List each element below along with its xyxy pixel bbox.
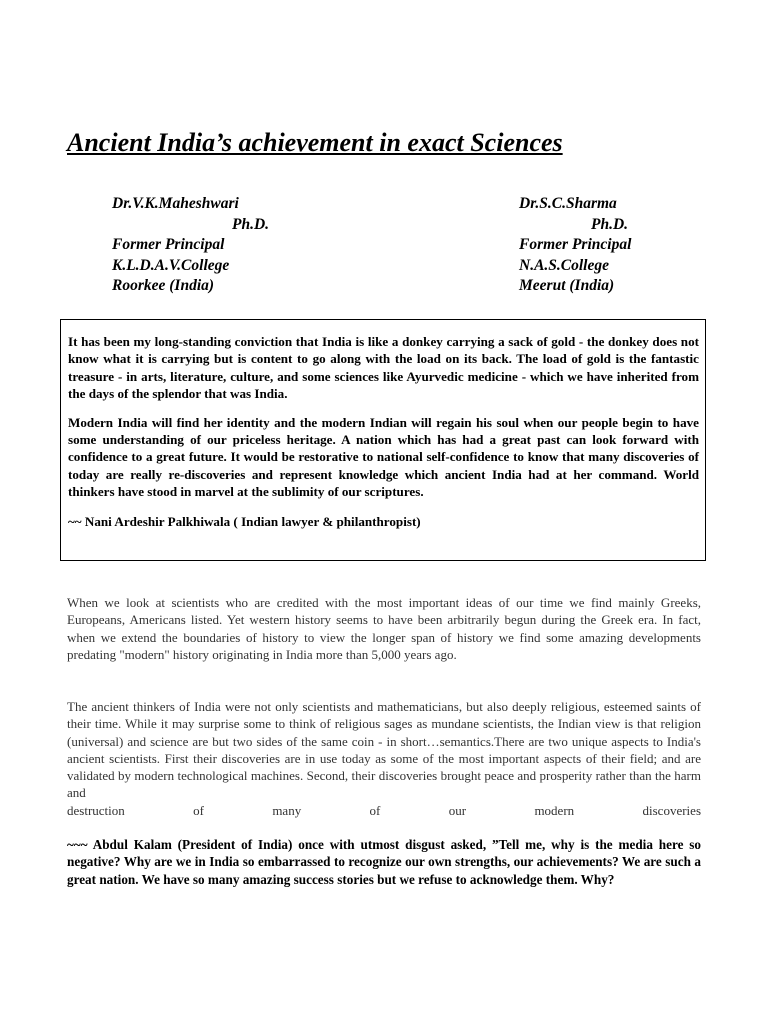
document-title: Ancient India’s achievement in exact Sciences [67,128,563,157]
quote-attribution: ~~ Nani Ardeshir Palkhiwala ( Indian lawyer & philanthropist) [68,513,421,529]
author-place: Roorkee (India) [112,277,215,294]
author-position: Former Principal [519,236,632,253]
author-block-right [519,194,631,297]
author-place: Meerut (India) [519,277,615,294]
quote-paragraph-2: Modern India will find her identity and the modern Indian will regain his soul when our people begin to have some understanding of our priceless heritage. A nation which has had a great past can look forward with confidence to a great future. It would be restorative to national self-confidence to know that many discoveries of today are really re-discoveries and represent knowledge which ancient India had at her command. World thinkers have stood in marvel at the sublimity of our scriptures. [68,414,699,500]
quote-box [60,319,706,561]
author-name: Dr.V.K.Maheshwari [112,195,239,212]
body-paragraph-2 [67,698,701,819]
author-college: N.A.S.College [519,256,609,274]
author-degree: Ph.D. [232,215,270,233]
quote-paragraph-1: It has been my long-standing conviction that India is like a donkey carrying a sack of gold - the donkey does not know what it is carrying but is content to go along with the load on its back. The load of gold is the fantastic treasure - in arts, literature, culture, and some sciences like Ayurvedic medicine - which we have inherited from the days of the splendor that was India. [68,334,699,402]
author-degree: Ph.D. [591,215,629,233]
author-college: K.L.D.A.V.College [112,256,230,274]
body-paragraph-1: When we look at scientists who are credited with the most important ideas of our time we find mainly Greeks, Europeans, Americans listed. Yet western history seems to have been arbitrarily begun during the Greek era. In fact, when we extend the boundaries of history to view the longer span of history we find some amazing developments predating "modern" history originating in India more than 5,000 years ago. [67,595,701,662]
body-paragraph-2-text: The ancient thinkers of India were not only scientists and mathematicians, but also deeply religious, esteemed saints of their time. While it may surprise some to think of religious sages as mundane scientists, the Indian view is that religion (universal) and science are but two sides of the same coin - in short…semantics.There are two unique aspects to India's ancient scientists. First their discoveries are in use today as some of the most important aspects of their field; and are validated by modern technological machines. Second, their discoveries brought peace and prosperity rather than the harm and [67,699,701,801]
author-position: Former Principal [112,236,225,253]
author-block-left [112,194,269,297]
kalam-quote: ~~~ Abdul Kalam (President of India) once with utmost disgust asked, ”Tell me, why is the media here so negative? Why are we in India so embarrassed to recognize our own strengths, our achievements? We are such a great nation. We have so many amazing success stories but we refuse to acknowledge them. Why? [67,837,701,887]
body-paragraph-2-last-line: destruction of many of our modern discoveries [67,802,701,818]
author-name: Dr.S.C.Sharma [519,195,617,212]
